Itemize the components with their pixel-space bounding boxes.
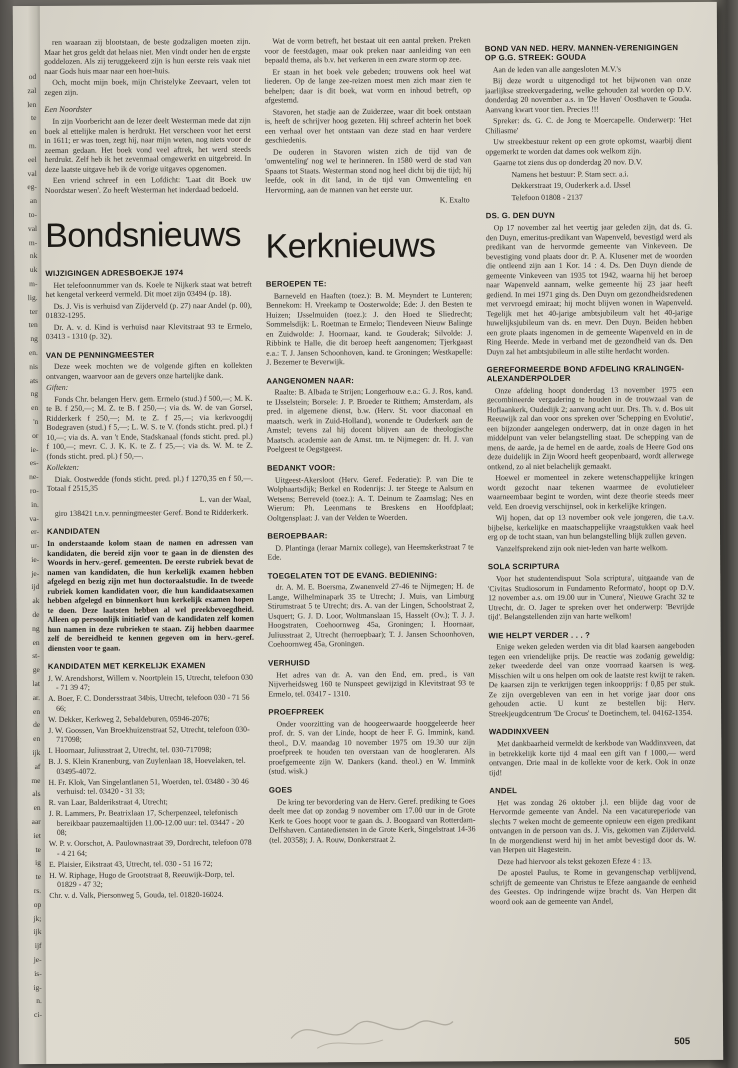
cut-off-text-fragment: n.	[36, 996, 42, 1006]
article-paragraph: Ds. J. Vis is verhuisd van Zijderveld (p. 27) naar Andel (p. 00), 01832-1295.	[45, 300, 252, 321]
article-paragraph: Och, mocht mijn boek, mijn Christelyke Zeevaart, velen tot zegen zijn.	[44, 76, 251, 97]
cut-off-text-fragment: lat	[32, 679, 40, 689]
article-paragraph: Onze afdeling hoopt donderdag 13 november 1975 een gecombineerde vergadering te houden in de trouwzaal van de Hoflaankerk, Oudedijk 2; aanvang acht uur. Drs. Th. v. d. Bos uit Reeuwijk zal dan voor ons spreken over 'Schepping en Evolutie', een bijzonder aangelegen onderwerp, dat in onze dagen in het middelpunt van veler belangstelling staat. De schepping van de mens, de aarde, ja de hemel en de aarde, zoals de Heere God ons deze duidelijk in Zijn Woord heeft geopenbaard, wordt allerwege ontkend, zo al niet belachelijk gemaakt.	[486, 384, 694, 472]
signature: L. van der Waal,	[199, 494, 252, 504]
cut-off-text-fragment: lig.	[27, 292, 38, 302]
cut-off-text-fragment: ie-	[30, 444, 39, 454]
cut-off-text-fragment: de	[33, 720, 41, 730]
directory-entry: W. Dekker, Kerkweg 2, Sebaldeburen, 05946-2076;	[48, 713, 210, 724]
directory-entry: J. W. Arendshorst, Willem v. Noortplein 15, Utrecht, telefoon 030 - 71 39 47;	[47, 672, 253, 693]
directory-entry: R. van Laar, Balderikstraat 4, Utrecht;	[48, 797, 168, 808]
article-subheading: Een Noordster	[44, 104, 93, 114]
cut-off-text-fragment: rs.	[33, 886, 42, 896]
directory-entry: A. Boer, F. C. Dondersstraat 34bis, Utrecht, telefoon 030 - 71 56 66;	[47, 692, 250, 713]
cut-off-text-fragment: ijk	[32, 748, 41, 758]
section-heading: GOES	[268, 785, 293, 795]
article-paragraph: Barneveld en Haaften (toez.): B. M. Meyndert te Lunteren; Bennekom: H. Vreekamp te Oosterwolde; Ede: J. den Besten te Huizen; IJsselmuiden (toez.): J. den Hoed te Sliedrecht; Sommelsdijk: L. Roetman te Ermelo; Tiendeveen Nieuw Balinge en Zuidwolde: J. Hoornaar, kand. te Gouderak; Silvolde: J. Ribbink te Halle, die dit beroep heeft aangenomen; Tjerkgaast e.a.: T. J. Jansen Schoonhoven, kand. te Groningen; Westkapelle: J. Bezemer te Beverwijk.	[265, 290, 473, 367]
cut-off-text-fragment: es-	[29, 458, 39, 468]
section-heading: WIJZIGINGEN ADRESBOEKJE 1974	[45, 268, 184, 278]
directory-entry: H. Fr. Klok, Van Singelantlanen 51, Woerden, tel. 03480 - 30 46 verhuisd: tel. 03420 - 31 33;	[48, 776, 249, 797]
section-heading: SOLA SCRIPTURA	[487, 562, 560, 572]
section-heading: KANDIDATEN	[46, 527, 100, 537]
cut-off-text-fragment: ats	[29, 375, 39, 385]
list-label: Giften:	[46, 383, 69, 393]
article-paragraph: Spreker: ds. G. C. de Jong te Moercapelle. Onderwerp: 'Het Chiliasme'	[485, 115, 692, 136]
cut-off-text-fragment: jk;	[33, 913, 42, 923]
cut-off-text-fragment: ge	[32, 665, 40, 675]
article-paragraph: Enige weken geleden werden via dit blad kaarsen aangeboden tegen een vriendelijke prijs. De reactie was zodanig geweldig: zeker tweederde deel van onze voorraad kaarsen is weg. Misschien wilt u ons helpen om ook de laatste rest kwijt te raken. De kaarsen zijn te verkrijgen tegen inkoopprijs: f 0,85 per stuk. Ze zijn overgebleven van een in het vorige jaar door ons gehouden actie. U kunt ze bestellen bij: Herv. Streekjeugdcentrum 'De Crocus' te Doetinchem, tel. 04162-1354.	[488, 641, 696, 719]
cut-off-text-fragment: en.	[28, 347, 38, 358]
article-paragraph: Vanzelfsprekend zijn ook niet-leden van harte welkom.	[495, 543, 668, 554]
directory-entry: B. J. S. Klein Kranenburg, van Zuylenlaan 18, Hoevelaken, tel. 03495-4072.	[48, 756, 246, 776]
pencil-scribble	[287, 1005, 457, 1052]
article-paragraph: Uw streekbestuur rekent op een grote opkomst, waarbij dient opgemerkt te worden dat dames ook welkom zijn.	[485, 136, 692, 157]
directory-entry: W. P. v. Oorschot, A. Paulownastraat 39, Dordrecht, telefoon 078 - 4 21 64;	[48, 837, 252, 858]
article-paragraph: Diak. Oostwedde (fonds sticht. pred. pl.) f 1270,35 en f 50,—. Totaal f 2515,35	[46, 473, 254, 494]
article-paragraph: Wij hopen, dat op 13 november ook vele jongeren, die t.a.v. bijbelse, kerkelijke en maatschappelijke vraagstukken vaak heel erg op de tocht staan, van hun belangstelling blijk zullen geven.	[487, 512, 694, 542]
article-paragraph: Hoewel er momenteel in zekere wetenschappelijke kringen wordt gezocht naar tekenen waarmee de evolutieleer waarneembaar begint te worden, wint deze theorie steeds meer veld. Een droevig verschijnsel, ook in kerkelijke kringen.	[487, 472, 694, 512]
article-paragraph: Op 17 november zal het veertig jaar geleden zijn, dat ds. G. den Duyn, emeritus-predikant van Wapenveld, bevestigd werd als predikant van de hervormde gemeente van Vinkeveen. De bevestiging vond plaats door dr. P. A. Klusener met de woorden die ontleend zijn aan 1 Kor. 14 : 4. Ds. Den Duyn diende de gemeente Vinkeveen van 1935 tot 1942, waarna hij het beroep naar Wapenveld aannam, welke gemeente hij 23 jaar heeft gediend. In mei 1971 ging ds. Den Duyn om gezondheidsredenen met vervroegd emiraat; hij mocht blijven wonen in Wapenveld. Tegelijk met het 40-jarige ambtsjubileum valt het 40-jarige huwelijksjubileum van ds. en mevr. Den Duyn. Beiden hebben een grote plaats ingenomen in de gemeente Wapenveld en in de Ring Heerde. Mede in verband met de gezondheid van ds. Den Duyn zal het ambtsjubileum in alle stilte herdacht worden.	[485, 222, 693, 356]
section-heading: BOND VAN NED. HERV. MANNEN-VERENIGINGEN OP G.G. STREEK: GOUDA	[484, 43, 679, 63]
cut-off-text-fragment: op	[33, 899, 42, 909]
section-heading: PROEFPREEK	[268, 707, 325, 717]
article-paragraph: dr. A. M. E. Boersma, Zwanenveld 27-46 te Nijmegen; H. de Lange, Wilhelminapark 35 te Utrecht; J. Muis, van Limburg Stirumstraat 5 te Utrecht; drs. A. van der Lingen, Schoolstraat 2, Usquert; G. J. D. Loor, Woltmanslaan 15, Hasselt (Ov.); T. J. J. Hoogstraten, Coehoornweg 45a, Groningen; I. Hoornaar, Juliusstraat 2, Utrecht (herroepbaar); T. J. Jansen Schoonhoven, Coehoornweg 45a, Groningen.	[267, 581, 475, 650]
article-line-indented: Namens het bestuur: P. Stam secr. a.i.	[511, 169, 629, 179]
cut-off-text-fragment: m.	[28, 141, 37, 151]
cut-off-text-fragment: en	[33, 803, 41, 813]
cut-off-text-fragment: ten	[28, 320, 38, 330]
cut-off-text-fragment: ar.	[32, 692, 41, 702]
section-heading: VERHUISD	[268, 658, 311, 668]
article-line-indented: Telefoon 01808 - 2137	[511, 192, 583, 202]
article-paragraph: Uitgeest-Akersloot (Herv. Geref. Federatie): P. van Die te Wolphaartsdijk; Berkel en Rodenrijs: J. ter Steege te Aalsum en Wetsens; Berreveld (toez.): A. T. Deinum te Zaamslag; Nes en Wierum: Ph. Leenmans te Breskens en Hoofdplaat; Ooltgensplaat: J. van der Velden te Woerden.	[267, 473, 474, 523]
cut-off-text-fragment: ci-	[33, 1010, 42, 1020]
section-heading: ANDEL	[489, 786, 518, 796]
cut-off-text-fragment: ur-	[30, 541, 40, 551]
cut-off-text-fragment: je-	[31, 568, 40, 578]
cut-off-text-fragment: eel	[27, 154, 37, 164]
section-heading: KANDIDATEN MET KERKELIJK EXAMEN	[47, 661, 206, 672]
cut-off-text-fragment: eg-	[27, 182, 37, 192]
cut-off-text-fragment: aar	[31, 817, 41, 827]
content-columns	[44, 34, 697, 1040]
cut-off-text-fragment: ijf	[34, 941, 42, 951]
section-heading: WADDINXVEEN	[488, 727, 550, 737]
cut-off-text-fragment: als	[32, 789, 41, 799]
cut-off-text-fragment: st-	[32, 651, 40, 661]
directory-entry: J. R. Lammers, Pr. Beatrixlaan 17, Scherpenzeel, telefonisch bereikbaar pauzemaaltijden 11.00-12.00 uur: tel. 03447 - 20 08;	[48, 808, 245, 838]
cut-off-text-fragment: ig-	[33, 982, 42, 992]
cut-off-text-fragment: de	[32, 610, 40, 620]
cut-off-text-fragment: zal	[27, 85, 37, 95]
cut-off-text-fragment: je-	[33, 955, 42, 965]
section-heading: DS. G. DEN DUYN	[485, 211, 556, 221]
cut-off-text-fragment: ro-	[29, 485, 39, 495]
section-headline: Kerknieuws	[265, 226, 436, 266]
directory-entry: J. W. Goossen, Van Broekhuizenstraat 52, Utrecht, telefoon 030-717098;	[48, 724, 250, 745]
cut-off-text-fragments	[13, 6, 46, 1022]
cut-off-text-fragment: od	[28, 72, 37, 82]
article-paragraph: Er staan in het boek vele gebeden; trouwens ook heel wat liederen. Op de lange zee-reizen moest men zich maar zien te behelpen; daar is dit boek, wat vorm en inhoud betreft, op afgestemd.	[264, 65, 471, 105]
article-paragraph: Bij deze wordt u uitgenodigd tot het bijwonen van onze jaarlijkse streekvergadering, welke gehouden zal worden op D.V. donderdag 20 november a.s. in 'De Haven' Oosthaven te Gouda. Aanvang kwart voor tien. Precies !!!	[484, 75, 692, 115]
cut-off-text-fragment: en	[32, 706, 41, 716]
article-paragraph: Het telefoonnummer van ds. Koele te Nijkerk staat wat betreft het kengetal verkeerd vermeld. Dit moet zijn 03494 (p. 18).	[45, 279, 252, 300]
article-paragraph: Wat de vorm betreft, het bestaat uit een aantal preken. Preken voor de feestdagen, maar ook preken naar aanleiding van een bepaald thema, als b.v. het verkeren in een zware storm op zee.	[264, 35, 471, 65]
cut-off-text-fragment: iet	[33, 830, 41, 840]
directory-entry: H. W. Riphage, Hugo de Grootstraat 8, Reeuwijk-Dorp, tel. 01829 - 47 32;	[49, 869, 235, 890]
cut-off-text-fragment: m-	[28, 237, 38, 247]
cut-off-text-fragment: ng	[30, 334, 38, 344]
list-label: Kollekten:	[46, 463, 80, 473]
cut-off-text-fragment: ne-	[29, 472, 39, 482]
cut-off-text-fragment: to-	[28, 209, 38, 220]
column-left	[44, 37, 256, 1040]
cut-off-text-fragment: af	[34, 761, 41, 771]
article-paragraph: Deze week mochten we de volgende giften en kollekten ontvangen, waarvoor aan de gevers onze hartelijke dank.	[46, 361, 253, 381]
section-heading: BEROEPBAAR:	[267, 531, 328, 541]
section-heading: GEREFORMEERDE BOND AFDELING KRALINGEN-ALEXANDERPOLDER	[486, 364, 685, 384]
cut-off-text-fragment: in.	[31, 499, 39, 509]
cut-off-text-fragment: an	[29, 196, 37, 206]
article-paragraph: De ouderen in Stavoren wisten zich de tijd van de 'omwenteling' nog wel te herinneren. In 1580 werd de stad van Spaans tot Staats. Westerman stond nog heel dicht bij die tijd; hij leefde, ook in dit land, in de tijd van Omwenteling en Hervorming, aan de mannen van het eerste uur.	[265, 145, 472, 195]
article-line-indented: Dekkerstraat 19, Ouderkerk a.d. IJssel	[511, 180, 631, 191]
column-middle	[264, 35, 476, 1038]
cut-off-text-fragment: uk	[29, 265, 38, 275]
article-paragraph: De kring ter bevordering van de Herv. Geref. prediking te Goes deelt mee dat op zondag 9 november om 17.00 uur in de Grote Kerk te Goes hoopt voor te gaan ds. J. Boogaard van Rotterdam-Delfshaven. Cantatediensten in de Grote Kerk, Singelstraat 14-36 (tel. 20358); J. A. Rouw, Donkerstraat 2.	[268, 795, 476, 845]
cut-off-text-fragment: is-	[34, 968, 42, 978]
cut-off-text-fragment: ijd	[31, 582, 40, 592]
cut-off-text-fragment: er-	[30, 527, 40, 537]
article-paragraph: Gaarne tot ziens dus op donderdag 20 nov. D.V.	[493, 157, 643, 168]
article-paragraph: Stavoren, het stadje aan de Zuiderzee, waar dit boek ontstaan is, heeft de schrijver hoog gezeten. Hij schreef achterin het boek een verhaal over het ontstaan van deze stad en haar verdere geschiedenis.	[264, 105, 472, 145]
article-paragraph: In zijn Voorbericht aan de lezer deelt Westerman mede dat zijn boek al ettelijke malen is herdrukt. Het verscheen voor het eerst in 1611; er was toen, zegt hij, naar mijn weten, nog niets voor de zeeman gedaan. Het boek vond veel aftrek, het werd steeds herdrukt. Zelf heb ik het zevenmaal omgewerkt en uitgebreid. In deze laatste uitgave heb ik de vorige uitgaves opgenomen.	[44, 115, 252, 174]
article-paragraph: giro 138421 t.n.v. penningmeester Geref. Bond te Ridderkerk.	[54, 507, 249, 518]
cut-off-text-fragment: en	[32, 637, 40, 647]
section-heading: TOEGELATEN TOT DE EVANG. BEDIENING:	[267, 570, 438, 581]
section-heading: BEDANKT VOOR:	[266, 463, 336, 473]
section-heading: AANGENOMEN NAAR:	[266, 375, 355, 386]
directory-entry: Chr. v. d. Valk, Piersonweg 5, Gouda, tel. 01820-16024.	[49, 890, 224, 901]
article-paragraph: Fonds Chr. belangen Herv. gem. Ermelo (stud.) f 500,—; M. K. te B. f 250,—; M. Z. te B. f 250,—; via ds. W. de van Gorsel, Ridderkerk f 250,—; M. te Z. f 25,—; via kerkvoogdij Bodegraven (stud.) f 5,—; L. W. S. te V. (fonds sticht. pred. pl.) f 10,—; via ds. A. van 't Ende, Stadskanaal (fonds sticht. pred. pl.) f 100,—; mevr. C. J. K. K. te Z. f 25,—; via ds. W. M. te Z. (fonds sticht. pred. pl.) f 50,—.	[46, 393, 253, 461]
magazine-page	[13, 2, 723, 1064]
cut-off-text-fragment: ijk	[33, 927, 42, 937]
cut-off-text-fragment: 'n	[33, 416, 39, 426]
cut-off-text-fragment: nk	[29, 251, 38, 261]
cut-off-text-fragment: en	[31, 403, 39, 413]
signature: K. Exalto	[439, 195, 470, 205]
article-paragraph: Dr. A. v. d. Kind is verhuisd naar Klevitstraat 93 te Ermelo, 03413 - 1310 (p. 32).	[45, 321, 253, 342]
cut-off-text-fragment: val	[27, 223, 38, 233]
cut-off-text-fragment: len	[27, 99, 37, 109]
article-paragraph: D. Plantinga (leraar Marnix college), van Heemskerkstraat 7 te Ede.	[267, 542, 474, 562]
cut-off-text-fragment: te	[31, 113, 37, 123]
article-paragraph: Aan de leden van alle aangesloten M.V.'s	[492, 64, 621, 75]
cut-off-text-fragment: en	[33, 734, 41, 744]
article-paragraph: Raalte: B. Albada te Strijen; Longerhouw e.a.: G. J. Ros, kand. te IJsselstein; Borsele: J. P. Broeder te Ritthem; Amsterdam, als pred. in algemene dienst, b.w. (Herv. St. voor diaconaal en maatsch. werk in Zuid-Holland), wonende te Ouderkerk aan de Amstel; tevens zal hij docent blijven aan de theologische Maatsch. academie aan de Amst. tm. te Nijmegen: dr. H. J. van Poelgeest te Oegstgeest.	[266, 386, 474, 454]
article-paragraph: Het was zondag 26 oktober j.l. een blijde dag voor de Hervormde gemeente van Andel. Na een vacatureperiode van slechts 7 weken mocht de gemeente opnieuw een eigen predikant ontvangen in de persoon van ds. J. Vis, gekomen van Zijderveld. In de morgendienst werd hij in het ambt bevestigd door ds. W. van Herpen uit Hagestein.	[489, 796, 696, 855]
section-heading: WIE HELPT VERDER . . . ?	[488, 630, 591, 640]
article-paragraph: De apostel Paulus, te Rome in gevangenschap verblijvend, schrijft de gemeente van Christus te Efeze aangaande de eenheid des Geestes. Op indringende wijze bracht ds. Van Herpen dit woord ook aan de gemeente van Andel,	[489, 867, 697, 906]
section-headline: Bondsnieuws	[45, 215, 241, 255]
cut-off-text-fragment: en	[29, 127, 37, 137]
article-paragraph: Met dankbaarheid vermeldt de kerkbode van Waddinxveen, dat in betrekkelijk korte tijd 4 maal een gift van f 1000,— werd ontvangen. Drie maal in de kollekte voor de kerk. Ook in onze tijd!	[488, 738, 696, 777]
cut-off-text-fragment: ng	[32, 623, 40, 633]
section-heading: VAN DE PENNINGMEESTER	[45, 349, 155, 360]
cut-off-text-fragment: ak	[32, 596, 40, 606]
cut-off-text-fragment: te	[35, 872, 42, 882]
article-paragraph: Voor het studentendispuut 'Sola scriptura', uitgaande van de 'Civitas Studiosorum in Fundamento Reformato', hoopt op D.V. 12 november a.s. om 19.00 uur in 'Cunera', Nieuwe Gracht 32 te Utrecht, dr. O. Jager te spreken over het onderwerp: 'Bevrijde tijd'. Belangstellenden zijn van harte welkom!	[487, 573, 695, 622]
directory-entry: E. Plaisier, Eikstraat 43, Utrecht, tel. 030 - 51 16 72;	[48, 858, 213, 869]
cut-off-text-fragment: val	[27, 168, 37, 178]
article-paragraph: Het adres van dr. A. van den End, em. pred., is van Nijverheidsweg 160 te Nunspeet gewijzigd in Klevitstraat 93 te Ermelo, tel. 03417 - 1310.	[268, 668, 475, 699]
article-paragraph: Een vriend schreef in een Lofdicht: 'Laat dit Boek uw Noordstar wesen'. Zo heeft Westerman het inderdaad bedoeld.	[44, 174, 252, 195]
prev-page-edge	[13, 6, 46, 1064]
page-number: 505	[674, 1036, 691, 1048]
cut-off-text-fragment: me	[31, 775, 41, 785]
article-paragraph: ren waaraan zij blootstaan, de beste godzaligen moeten zijn. Maar het gros geldt dat helaas niet. Men vindt onder hen de ergste goddelozen. Als zij teruggekeerd zijn is hun eerste reis vaak niet naar Gods huis maar naar een hoer-huis.	[44, 36, 251, 76]
column-right	[485, 34, 697, 1037]
cut-off-text-fragment: ig	[35, 858, 42, 868]
cut-off-text-fragment: nis	[29, 361, 39, 371]
cut-off-text-fragment: va-	[29, 513, 39, 523]
cut-off-text-fragment: or	[32, 430, 39, 440]
directory-entry: I. Hoornaar, Juliusstraat 2, Utrecht, tel. 030-717098;	[48, 745, 212, 756]
cut-off-text-fragment: te	[35, 844, 41, 854]
article-paragraph-bold: In onderstaande kolom staan de namen en adressen van kandidaten, die bereid zijn voor te gaan in de diensten des Woords in herv.-geref. gemeenten. De eerste rubriek bevat de namen van kandidaten, die hun kerkelijk examen hebben afgelegd en bezig zijn met hun doctoraalstudie. In de tweede rubriek komen kandidaten voor, die hun kandidaatsexamen hebben afgelegd en binnenkort hun kerkelijk examen hopen te doen. Deze laatsten hebben al wel preekbevoegdheid. Alleen op persoonlijk initiatief van de kandidaten zelf komen hun namen in deze rubrieken te staan. Zij hebben daarmee zelf de bereidheid te kennen gegeven om in herv.-geref. diensten voor te gaan.	[47, 537, 254, 653]
cut-off-text-fragment: m-	[29, 278, 38, 289]
article-paragraph: Onder voorzitting van de hoogeerwaarde hooggeleerde heer prof. dr. S. van der Linde, hoopt de heer F. G. Immink, kand. theol., D.V. maandag 10 november 1975 om 19.30 uur zijn proefpreek te houden ten overstaan van de hoogleraren. Als proefgemeente zijn W. Dankers (kand. theol.) en W. Immink (stud. wisk.)	[268, 718, 476, 776]
cut-off-text-fragment: ter	[29, 306, 38, 316]
cut-off-text-fragment: ng	[30, 389, 39, 399]
section-heading: BEROEPEN TE:	[265, 279, 327, 289]
cut-off-text-fragment: ie-	[31, 554, 40, 564]
article-paragraph: Deze had hiervoor als tekst gekozen Efeze 4 : 13.	[497, 855, 652, 866]
